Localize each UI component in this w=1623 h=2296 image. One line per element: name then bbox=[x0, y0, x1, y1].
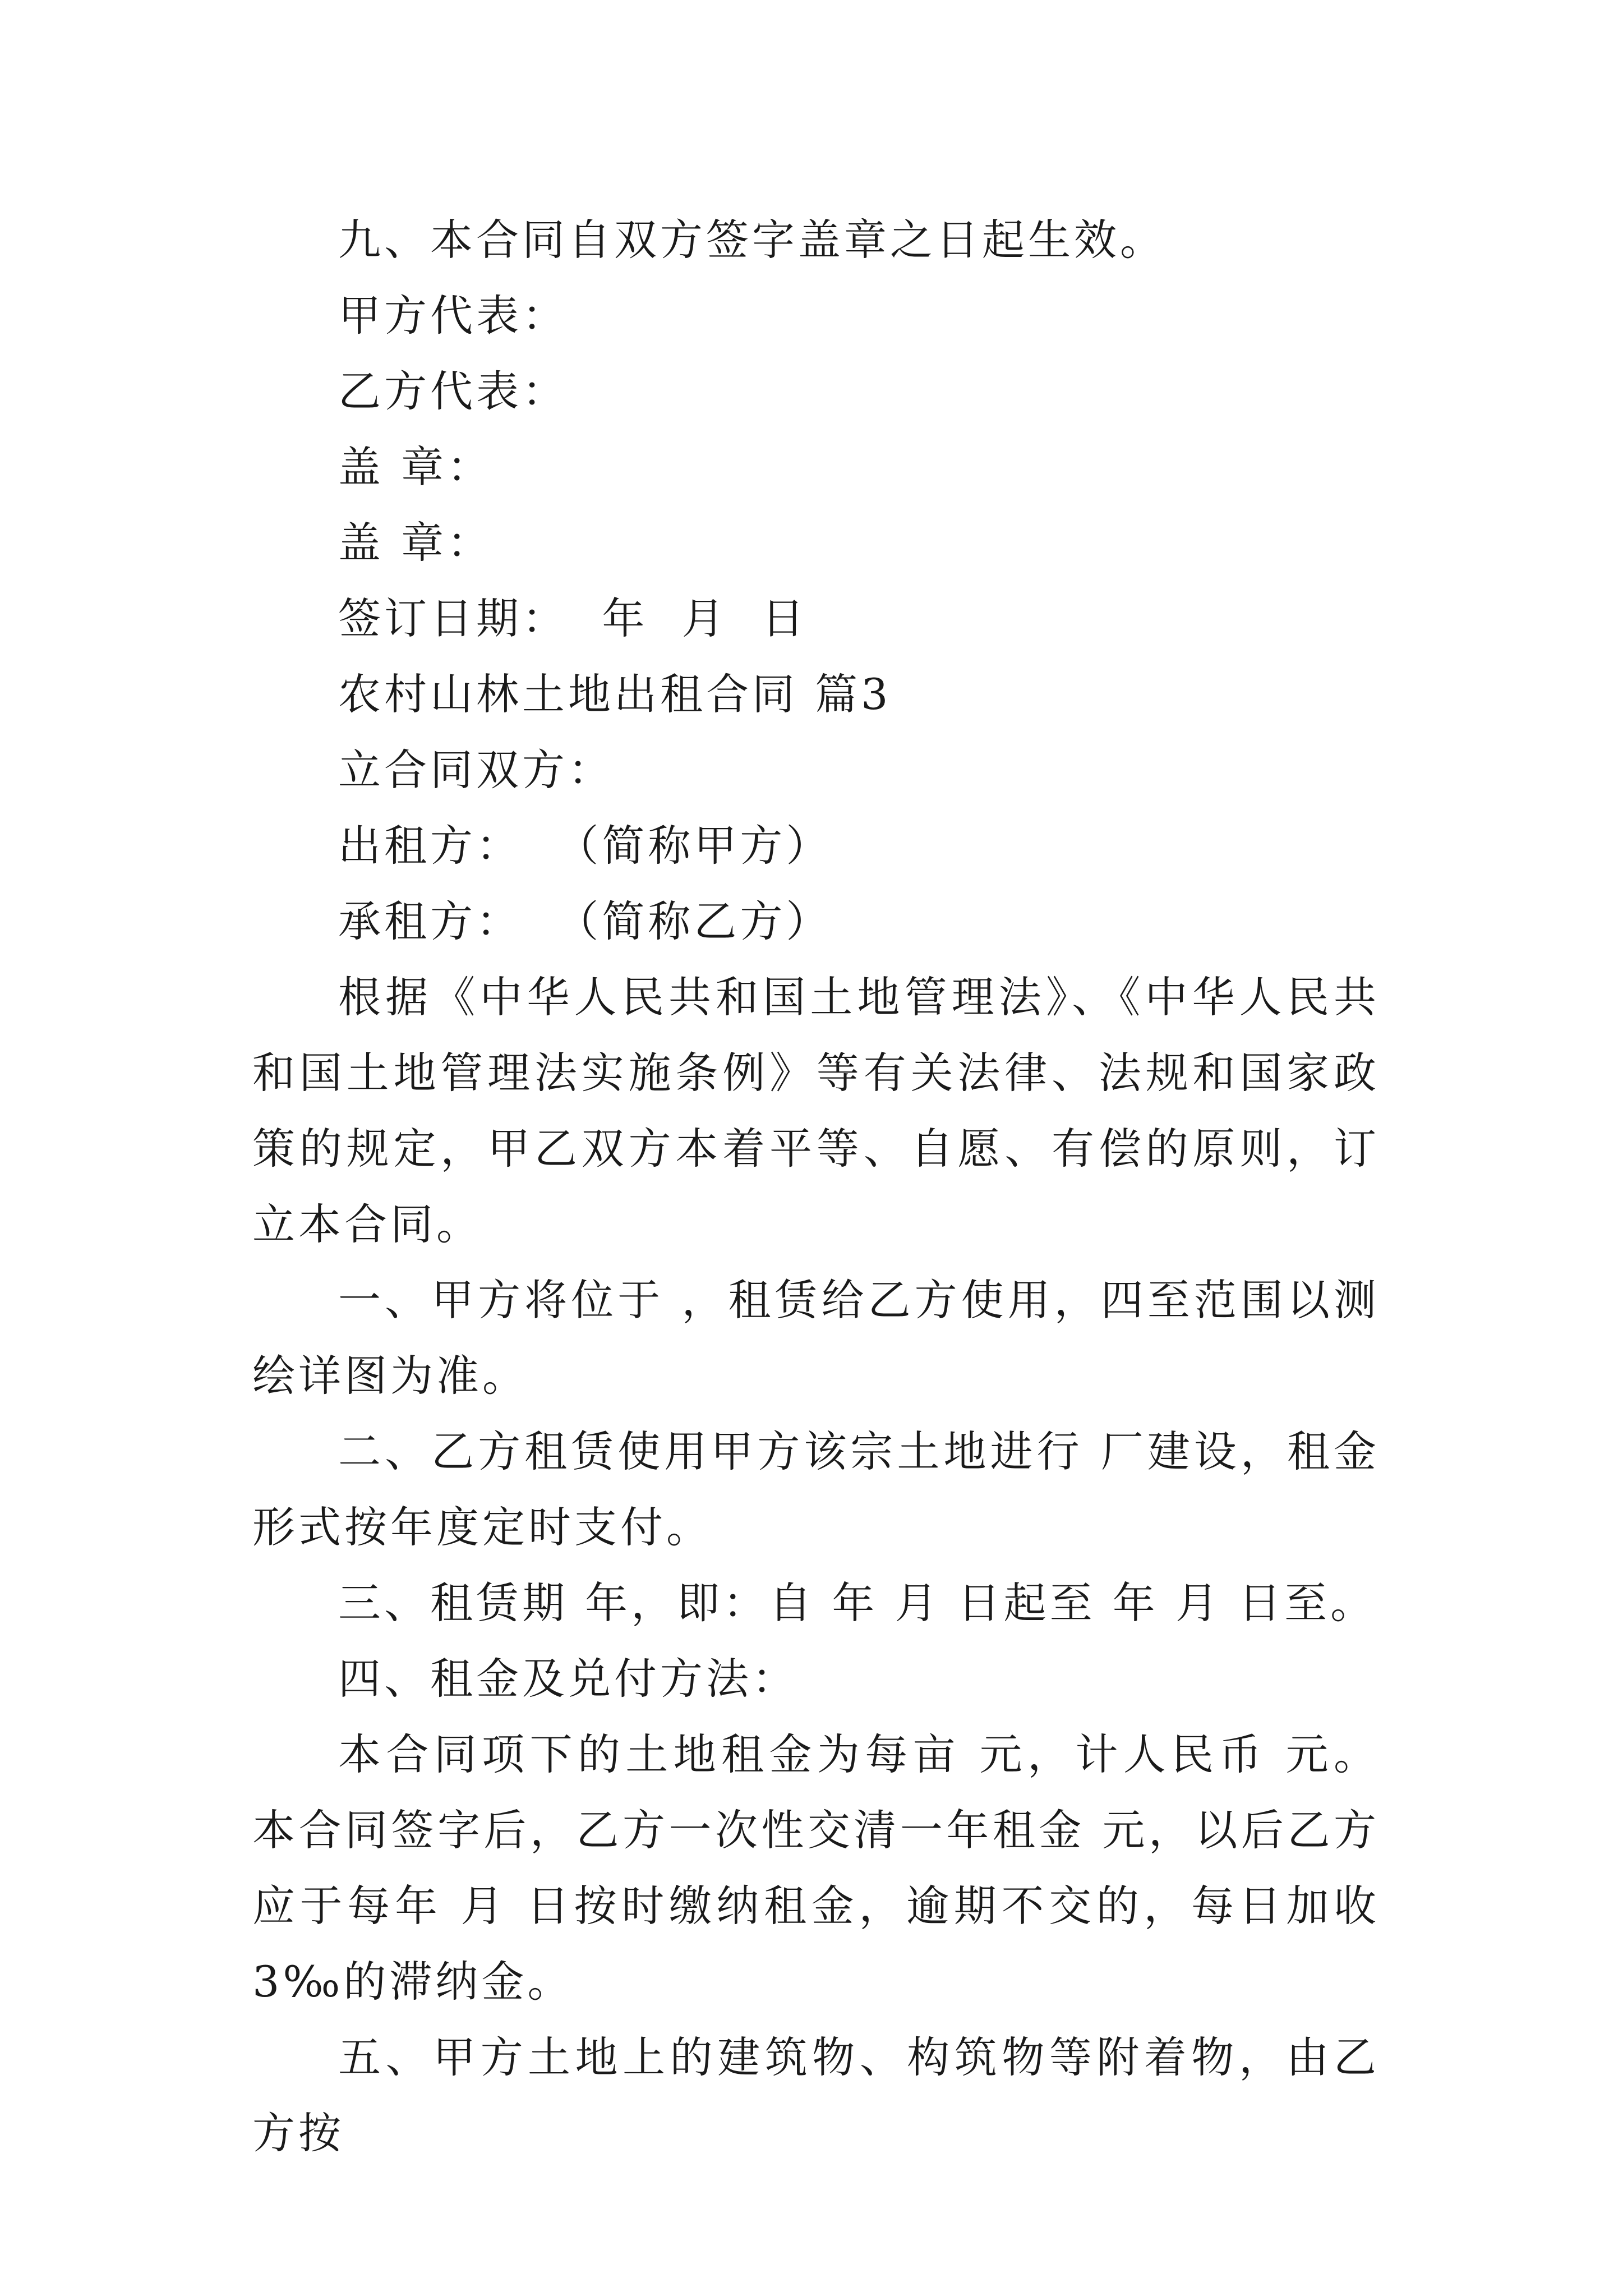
party-b-representative-label: 乙方代表： bbox=[338, 366, 568, 416]
clause-three: 三、租赁期 年，即：自 年 月 日起至 年 月 日至。 bbox=[338, 1578, 1377, 1628]
lessor-label: 出租方： （简称甲方） bbox=[338, 821, 832, 871]
clause-four-heading: 四、租金及兑付方法： bbox=[338, 1654, 798, 1704]
seal-label-b: 盖 章： bbox=[338, 518, 494, 568]
lessee-label: 承租方： （简称乙方） bbox=[338, 896, 832, 946]
clause-two: 二、乙方租赁使用甲方该宗土地进行 厂建设，租金形式按年度定时支付。 bbox=[252, 1427, 1380, 1552]
clause-five: 五、甲方土地上的建筑物、构筑物等附着物，由乙方按 bbox=[252, 2032, 1380, 2158]
contract-parties-heading: 立合同双方： bbox=[338, 745, 614, 795]
signing-date-label: 签订日期： 年 月 日 bbox=[338, 593, 808, 643]
seal-label-a: 盖 章： bbox=[338, 442, 494, 492]
party-a-representative-label: 甲方代表： bbox=[338, 291, 568, 341]
document-body bbox=[252, 202, 1380, 2171]
rent-terms-paragraph: 本合同项下的土地租金为每亩 元，计人民币 元。本合同签字后，乙方一次性交清一年租金 元，以后乙方应于每年 月 日按时缴纳租金，逾期不交的，每日加收3‰的滞纳金。 bbox=[252, 1729, 1380, 2007]
clause-one: 一、甲方将位于 ，租赁给乙方使用，四至范围以测绘详图为准。 bbox=[252, 1275, 1380, 1401]
clause-nine: 九、本合同自双方签字盖章之日起生效。 bbox=[338, 215, 1166, 265]
legal-basis-paragraph: 根据《中华人民共和国土地管理法》、《中华人民共和国土地管理法实施条例》等有关法律、法规和国家政策的规定，甲乙双方本着平等、自愿、有偿的原则，订立本合同。 bbox=[252, 972, 1380, 1249]
section-title: 农村山林土地出租合同 篇3 bbox=[338, 669, 892, 719]
